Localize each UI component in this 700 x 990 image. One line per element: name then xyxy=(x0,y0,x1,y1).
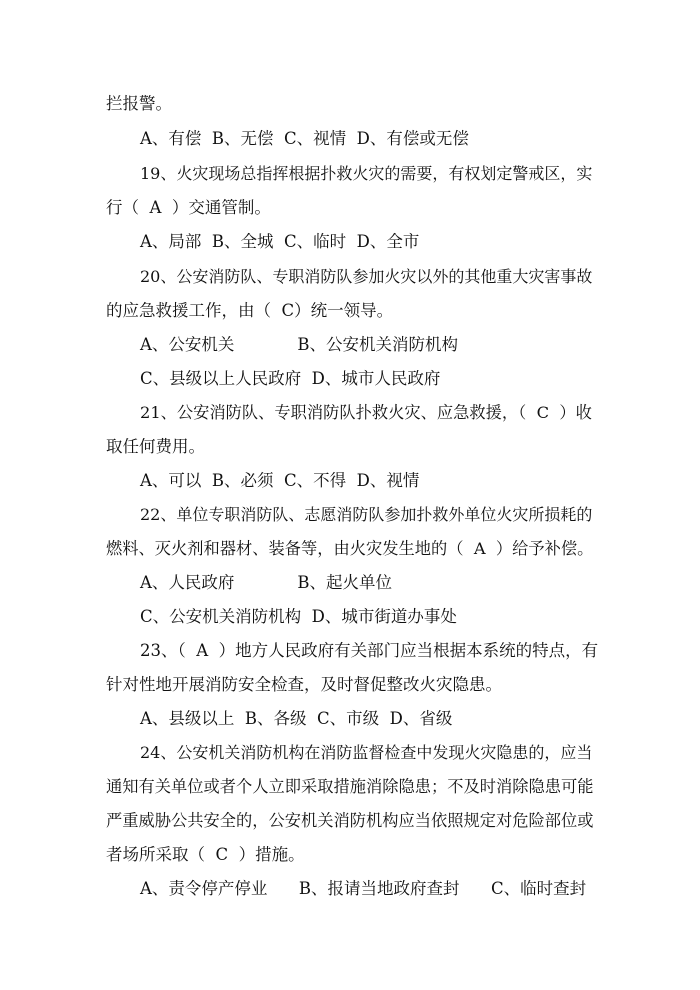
text-line: C、县级以上人民政府 D、城市人民政府 xyxy=(140,369,441,388)
text-line: 通知有关单位或者个人立即采取措施消除隐患；不及时消除隐患可能 xyxy=(106,777,594,796)
text-line: A、县级以上 B、各级 C、市级 D、省级 xyxy=(140,709,453,728)
text-line: 21、公安消防队、专职消防队扑救火灾、应急救援，（ C ）收 xyxy=(140,403,592,422)
text-line: A、公安机关 B、公安机关消防机构 xyxy=(140,335,458,354)
text-line: A、有偿 B、无偿 C、视情 D、有偿或无偿 xyxy=(140,129,469,148)
text-line: 行（ A ）交通管制。 xyxy=(106,198,271,217)
text-line: A、责令停产停业 B、报请当地政府查封 C、临时查封 xyxy=(140,879,587,898)
text-line: 20、公安消防队、专职消防队参加火灾以外的其他重大灾害事故 xyxy=(140,267,593,286)
text-line: 的应急救援工作，由（ C）统一领导。 xyxy=(106,301,394,320)
text-line: 严重威胁公共安全的，公安机关消防机构应当依照规定对危险部位或 xyxy=(106,811,594,830)
text-line: 燃料、灭火剂和器材、装备等，由火灾发生地的（ A ）给予补偿。 xyxy=(106,539,594,558)
text-line: C、公安机关消防机构 D、城市街道办事处 xyxy=(140,607,457,626)
text-line: 24、公安机关消防机构在消防监督检查中发现火灾隐患的，应当 xyxy=(140,743,593,762)
text-line: A、局部 B、全城 C、临时 D、全市 xyxy=(140,232,420,251)
text-line: 取任何费用。 xyxy=(106,437,205,456)
text-line: 针对性地开展消防安全检查，及时督促整改火灾隐患。 xyxy=(106,675,502,694)
text-line: A、可以 B、必须 C、不得 D、视情 xyxy=(140,471,420,490)
text-line: 拦报警。 xyxy=(106,94,172,113)
text-line: 23、（ A ）地方人民政府有关部门应当根据本系统的特点，有 xyxy=(140,641,599,660)
text-line: 者场所采取（ C ）措施。 xyxy=(106,845,305,864)
text-line: 19、火灾现场总指挥根据扑救火灾的需要，有权划定警戒区，实 xyxy=(140,164,593,183)
text-line: 22、单位专职消防队、志愿消防队参加扑救外单位火灾所损耗的 xyxy=(140,505,593,524)
text-line: A、人民政府 B、起火单位 xyxy=(140,573,392,592)
